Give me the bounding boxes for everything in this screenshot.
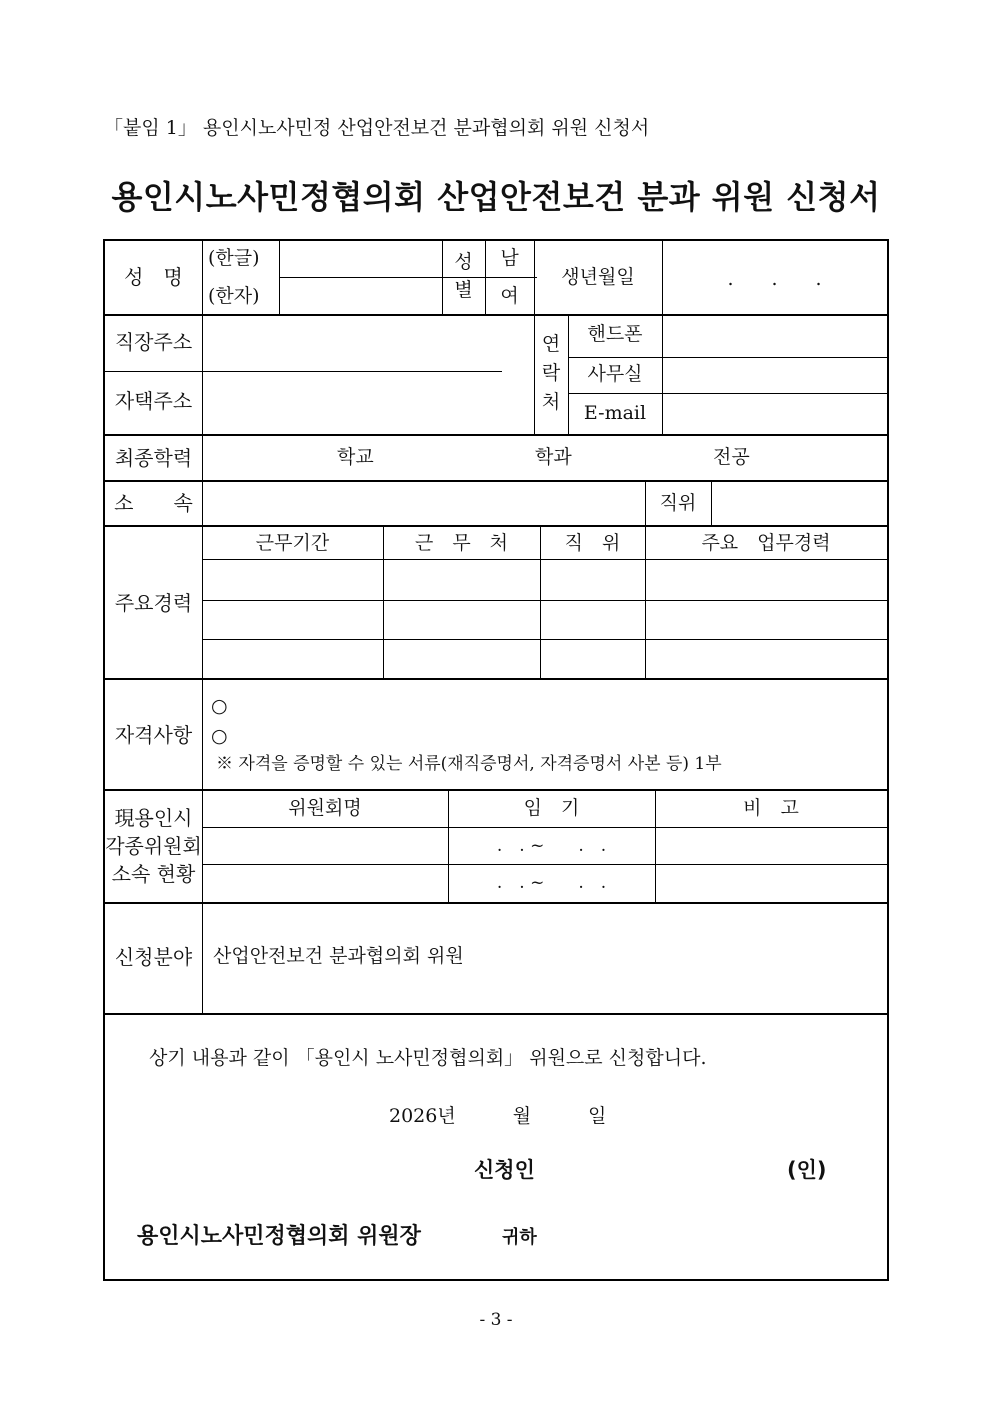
contact-label-2: 락: [541, 362, 561, 384]
line: [105, 525, 887, 527]
gender-female[interactable]: 여: [500, 285, 519, 307]
recipient-suffix: 귀하: [502, 1227, 537, 1248]
dept-label: 학과: [535, 446, 572, 468]
application-form: [103, 239, 889, 1281]
line: [662, 314, 663, 434]
line: [105, 434, 887, 436]
recipient-title: 용인시노사민정협의회 위원장: [137, 1224, 421, 1249]
career-period-header: 근무기간: [255, 532, 330, 554]
school-label: 학교: [337, 446, 374, 468]
line: [202, 639, 887, 640]
mobile-label: 핸드폰: [587, 323, 643, 345]
email-label: E-mail: [583, 402, 647, 424]
home-address-label: 자택주소: [114, 389, 193, 413]
attachment-label: 「붙임 1」 용인시노사민정 산업안전보건 분과협의회 위원 신청서: [104, 117, 650, 139]
office-label: 사무실: [587, 363, 643, 385]
birth-label: 생년월일: [561, 266, 635, 288]
line: [202, 241, 203, 1013]
line: [105, 480, 887, 482]
gender-label-2: 별: [454, 279, 473, 301]
line: [202, 827, 887, 828]
contact-label-1: 연: [541, 333, 561, 355]
line: [105, 789, 887, 791]
work-address-label: 직장주소: [114, 330, 193, 354]
declaration-statement: 상기 내용과 같이 「용인시 노사민정협의회」 위원으로 신청합니다.: [149, 1047, 707, 1069]
document-title: 용인시노사민정협의회 산업안전보건 분과 위원 신청서: [111, 178, 881, 216]
major-label: 전공: [713, 446, 750, 468]
bullet-2: ○: [211, 725, 228, 747]
qualifications-label: 자격사항: [114, 723, 193, 747]
gender-label-1: 성: [454, 251, 473, 273]
name-label: 성 명: [124, 265, 183, 289]
career-place-header: 근 무 처: [414, 532, 509, 554]
line: [485, 277, 534, 278]
page-number: - 3 -: [479, 1310, 513, 1330]
declaration-date: 2026년 월 일: [389, 1105, 607, 1127]
current-committees-label-2: 각종위원회: [105, 834, 202, 858]
term-field-1[interactable]: . . ~ . .: [496, 836, 607, 856]
name-hanja-label: (한자): [208, 285, 260, 307]
term-field-2[interactable]: . . ~ . .: [496, 873, 607, 893]
line: [105, 678, 887, 680]
field-label: 신청분야: [114, 945, 193, 969]
term-header: 임 기: [523, 797, 580, 819]
current-committees-label-3: 소속 현황: [111, 862, 196, 886]
career-label: 주요경력: [114, 591, 193, 615]
remarks-header: 비 고: [743, 797, 799, 819]
career-duty-header: 주요 업무경력: [701, 532, 831, 554]
line: [202, 559, 887, 560]
position-label: 직위: [659, 492, 697, 514]
line: [202, 864, 887, 865]
line: [105, 902, 887, 904]
applicant-label: 신청인: [474, 1158, 535, 1182]
field-value: 산업안전보건 분과협의회 위원: [213, 945, 464, 967]
seal-label: (인): [787, 1158, 827, 1182]
education-label: 최종학력: [114, 446, 193, 470]
gender-male[interactable]: 남: [500, 247, 519, 269]
affiliation-label: 소 속: [114, 491, 193, 515]
career-position-header: 직 위: [564, 532, 621, 554]
line: [105, 371, 502, 372]
line: [279, 241, 280, 314]
line: [568, 393, 887, 394]
line: [202, 600, 887, 601]
committee-name-header: 위원회명: [288, 797, 362, 819]
qualifications-note: ※ 자격을 증명할 수 있는 서류(재직증명서, 자격증명서 사본 등) 1부: [216, 754, 722, 774]
name-hangul-label: (한글): [208, 247, 260, 269]
bullet-1: ○: [211, 695, 228, 717]
line: [105, 314, 887, 316]
contact-label-3: 처: [541, 391, 561, 413]
line: [105, 1013, 887, 1015]
birth-field[interactable]: . . .: [727, 268, 822, 290]
current-committees-label-1: 現용인시: [114, 806, 193, 830]
line: [711, 480, 712, 525]
line: [568, 357, 887, 358]
